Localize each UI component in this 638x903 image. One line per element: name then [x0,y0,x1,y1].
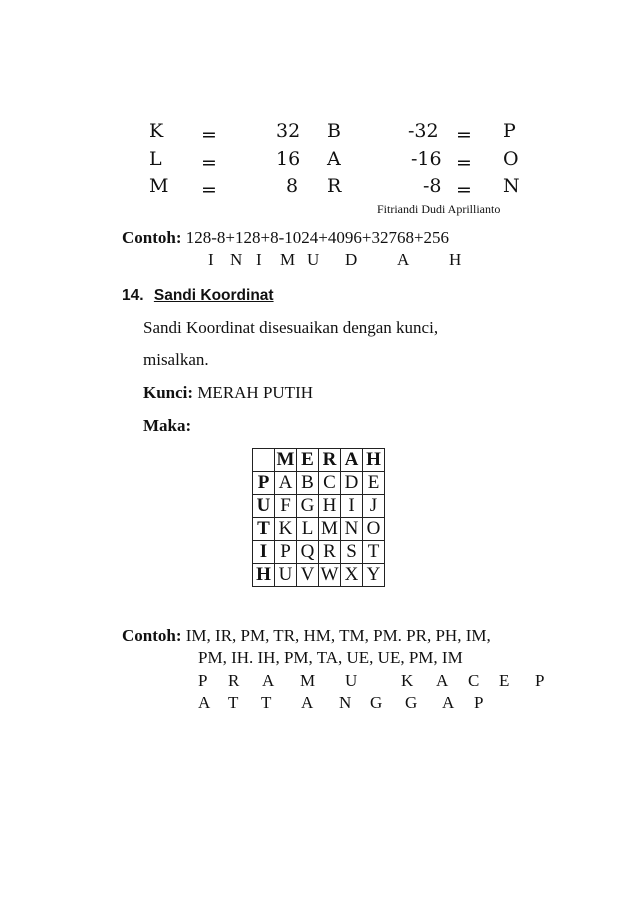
letter: R [228,671,240,690]
cipher-eq: = [201,152,217,174]
grid-cell: Y [363,564,385,587]
cipher-mid: R [327,175,342,197]
letter: C [468,671,480,690]
letter: P [198,671,208,690]
grid-cell: K [275,518,297,541]
grid-row-header: H [253,564,275,587]
key-line [143,383,313,403]
cipher-left-m: M [149,175,169,197]
cipher-neg: -16 [411,148,442,170]
grid-cell: L [297,518,319,541]
grid-cell: U [275,564,297,587]
section-heading [122,287,274,305]
letter: T [261,693,272,712]
grid-cell: E [363,472,385,495]
grid-row [253,495,385,518]
grid-cell: X [341,564,363,587]
description-line2: misalkan. [143,350,209,369]
letter: G [405,693,418,712]
letter: K [401,671,414,690]
example2-letters-row2 [198,693,483,713]
grid-cell: J [363,495,385,518]
letter: A [301,693,314,712]
letter: U [307,250,320,269]
cipher-eq: = [201,124,217,146]
example1-letters [208,250,461,270]
cipher-right: N [503,175,520,197]
grid-corner [253,449,275,472]
grid-cell: B [297,472,319,495]
grid-cell: Q [297,541,319,564]
grid-header-cell: E [297,449,319,472]
grid-row-header: I [253,541,275,564]
cipher-eq: = [201,179,217,201]
grid-row [253,472,385,495]
letter: A [436,671,449,690]
cipher-right: P [503,120,516,142]
grid-cell: C [319,472,341,495]
grid-cell: N [341,518,363,541]
grid-header-row [253,449,385,472]
cipher-mid: B [327,120,341,142]
example2-line2: PM, IH. IH, PM, TA, UE, UE, PM, IM [198,648,463,667]
letter: N [230,250,243,269]
example1-line [122,228,449,248]
coordinate-grid [252,448,385,587]
key-label: Kunci: [143,383,194,402]
letter: A [262,671,275,690]
letter: N [339,693,352,712]
cipher-num: 8 [286,175,299,197]
cipher-eq: = [456,179,472,201]
cipher-num: 32 [276,120,301,142]
letter: U [345,671,358,690]
letter: E [499,671,510,690]
letter: M [280,250,296,269]
grid-cell: M [319,518,341,541]
example2-label: Contoh: [122,626,182,645]
letter: D [345,250,358,269]
key-value: MERAH PUTIH [193,383,314,402]
example2-text1: IM, IR, PM, TR, HM, TM, PM. PR, PH, IM, [181,626,491,645]
grid-cell: A [275,472,297,495]
section-number: 14. [122,287,144,304]
cipher-neg: -32 [408,120,439,142]
grid-cell: D [341,472,363,495]
letter: P [535,671,545,690]
grid-row-header: P [253,472,275,495]
example1-expr: 128-8+128+8-1024+4096+32768+256 [181,228,450,247]
cipher-eq: = [456,124,472,146]
grid-row [253,518,385,541]
cipher-right: O [503,148,519,170]
letter: I [208,250,214,269]
example2-line1 [122,626,491,646]
section-title: Sandi Koordinat [153,287,274,304]
grid-cell: I [341,495,363,518]
example1-label: Contoh: [122,228,182,247]
letter: I [256,250,262,269]
grid-header-cell: H [363,449,385,472]
grid-cell: G [297,495,319,518]
grid-header-cell: A [341,449,363,472]
description-line1: Sandi Koordinat disesuaikan dengan kunci, [143,318,439,337]
grid-row [253,541,385,564]
cipher-eq: = [456,152,472,174]
letter: A [198,693,211,712]
cipher-mid: A [327,148,341,170]
grid-cell: P [275,541,297,564]
cipher-neg: -8 [423,175,442,197]
grid-cell: R [319,541,341,564]
letter: G [370,693,383,712]
grid-cell: H [319,495,341,518]
letter: T [228,693,239,712]
maka-label: Maka: [143,416,192,435]
grid-header-cell: R [319,449,341,472]
grid-cell: S [341,541,363,564]
grid-cell: W [319,564,341,587]
grid-row [253,564,385,587]
grid-cell: T [363,541,385,564]
grid-cell: O [363,518,385,541]
letter: H [449,250,462,269]
cipher-left-l: L [149,148,162,170]
letter: A [397,250,410,269]
letter: M [300,671,316,690]
grid-cell: V [297,564,319,587]
letter: P [474,693,484,712]
grid-row-header: T [253,518,275,541]
letter: A [442,693,455,712]
cipher-num: 16 [276,148,301,170]
grid-row-header: U [253,495,275,518]
cipher-left-k: K [149,120,164,142]
credit-text: Fitriandi Dudi Aprillianto [377,202,501,216]
example2-letters-row1 [198,671,544,691]
grid-header-cell: M [275,449,297,472]
grid-cell: F [275,495,297,518]
